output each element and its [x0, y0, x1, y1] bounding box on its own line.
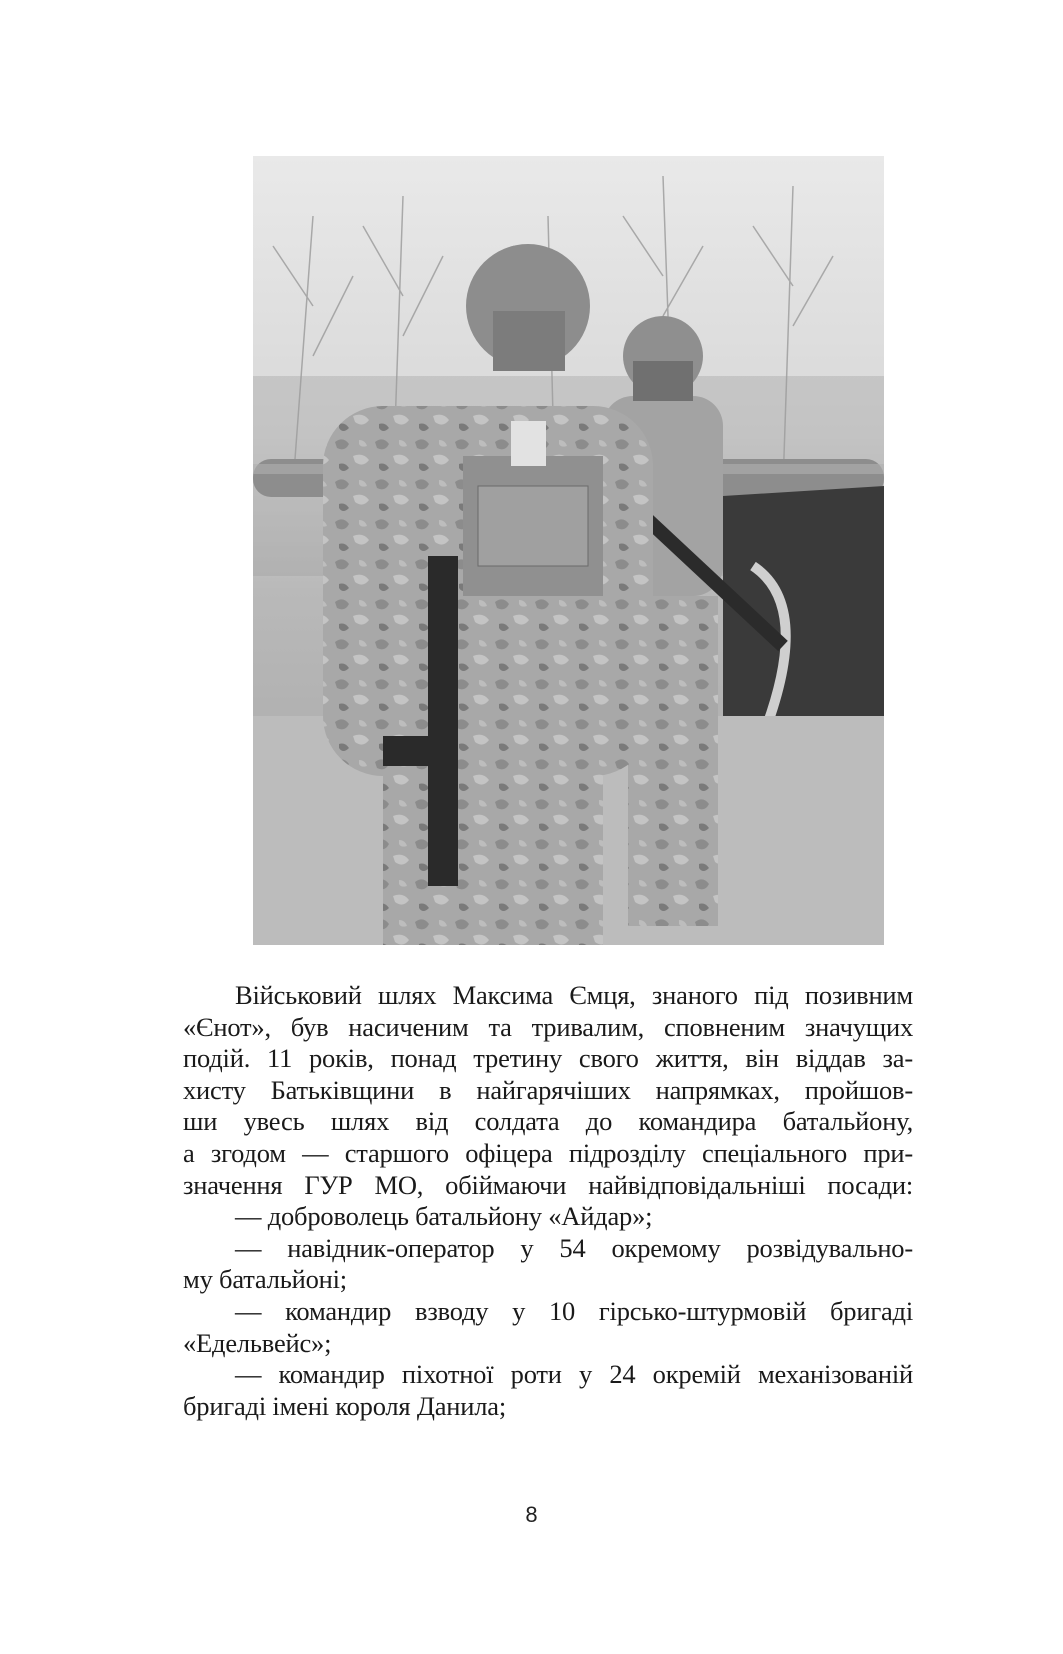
soldiers-photo [253, 156, 884, 945]
list-item: — навідник-оператор у 54 окремому розвідувально- [235, 1232, 913, 1263]
paragraph-line: Військовий шлях Максима Ємця, знаного під позивним [235, 980, 913, 1010]
list-item-continuation: «Едельвейс»; [183, 1327, 332, 1358]
list-item-continuation: бригаді імені короля Данила; [183, 1390, 506, 1421]
list-item: — командир взводу у 10 гірсько-штурмовій бригаді [235, 1295, 913, 1326]
paragraph-line: подій. 11 років, понад третину свого життя, він віддав за- [183, 1043, 913, 1074]
paragraph-line: а згодом — старшого офіцера підрозділу спеціального при- [183, 1137, 913, 1168]
list-item-continuation: му батальйоні; [183, 1264, 347, 1295]
paragraph-line: «Єнот», був насиченим та тривалим, сповненим значущих [183, 1011, 913, 1042]
page-number: 8 [525, 1502, 538, 1527]
paragraph-line: значення ГУР МО, обіймаючи найвідповідальніші посади: [183, 1169, 913, 1200]
paragraph-line: ши увесь шлях від солдата до командира батальйону, [183, 1106, 913, 1137]
list-item: — командир піхотної роти у 24 окремій механізованій [235, 1359, 913, 1390]
photo-illustration [253, 156, 884, 945]
paragraph-line: хисту Батьківщини в найгарячіших напрямках, пройшов- [183, 1074, 913, 1105]
body-text [183, 980, 913, 1422]
list-item: — доброволець батальйону «Айдар»; [235, 1201, 653, 1232]
